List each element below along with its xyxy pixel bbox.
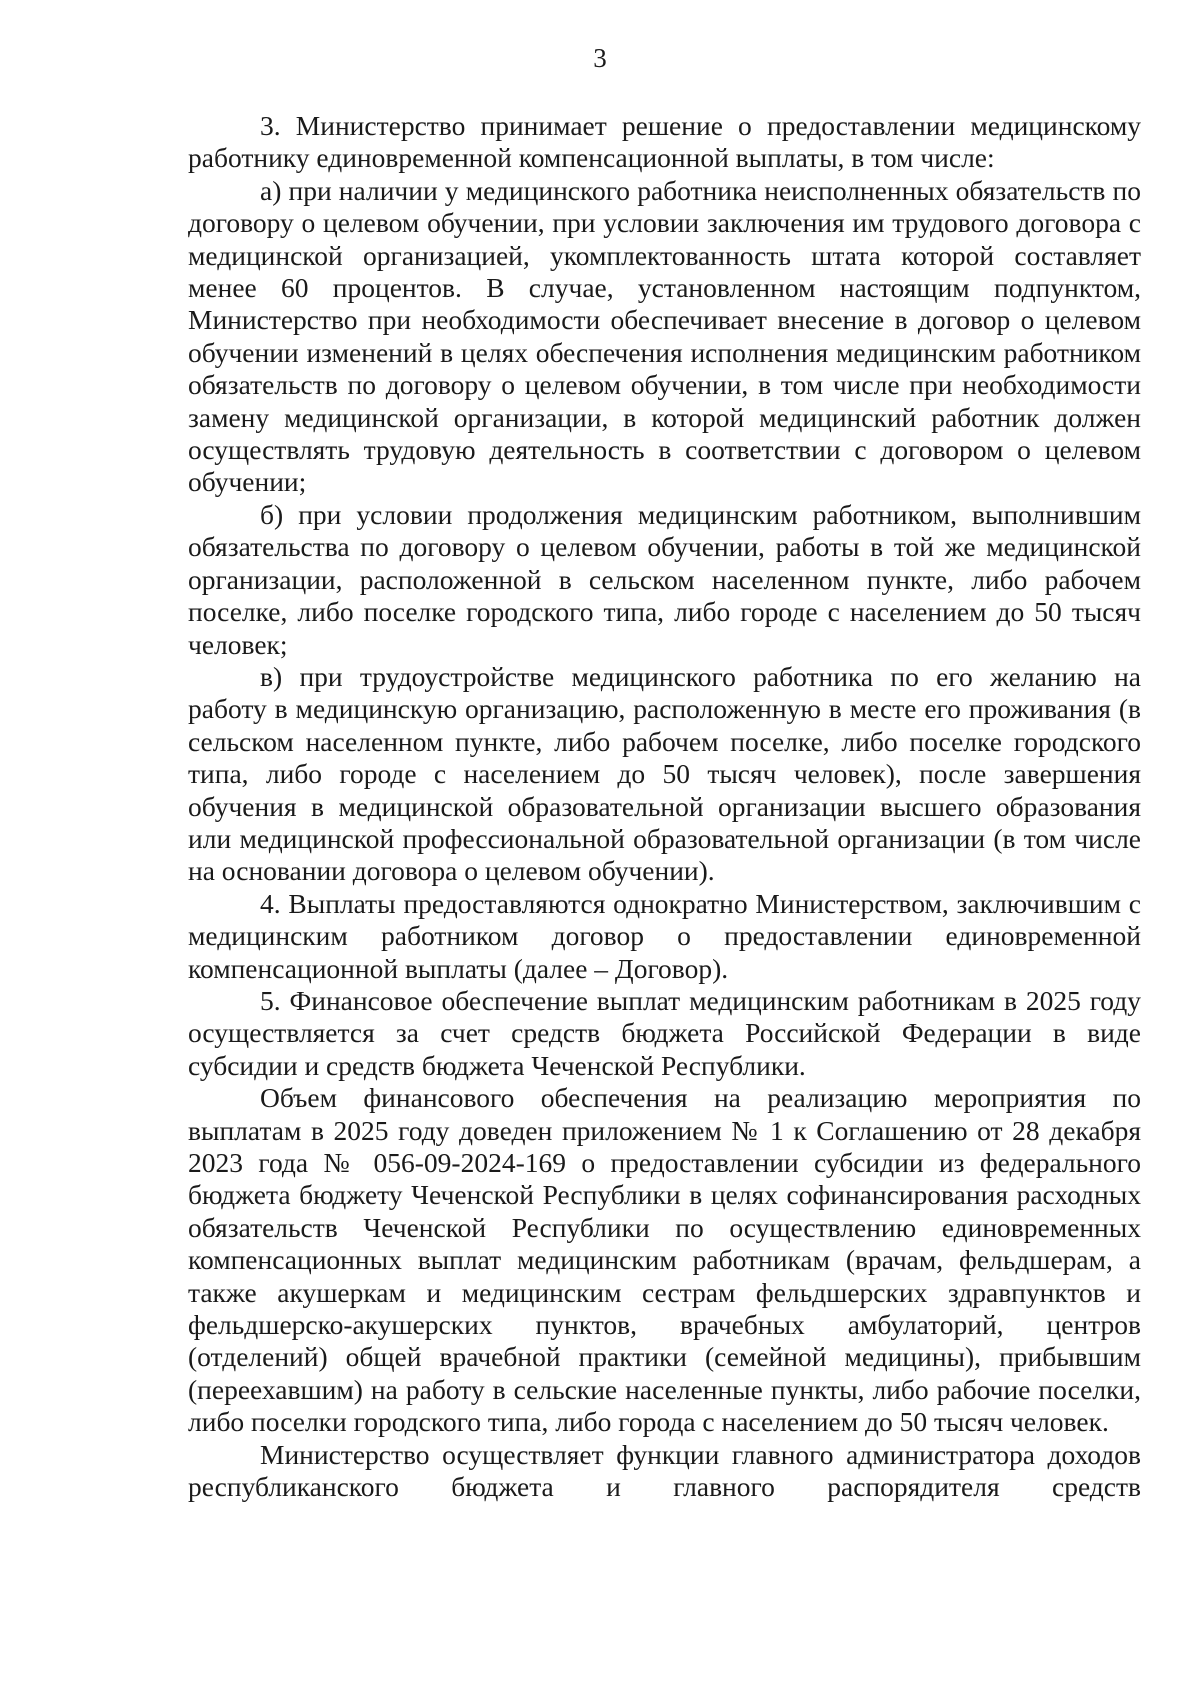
paragraph-3a: а) при наличии у медицинского работника неисполненных обязательств по договору о целевом обучении, при условии заключения им трудового договора с медицинской организацией, укомплектованность штата которой составляет менее 60 процентов. В случае, установленном настоящим подпунктом, Министерство при необходимости обеспечивает внесение в договор о целевом обучении изменений в целях обеспечения исполнения медицинским работником обязательств по договору о целевом обучении, в том числе при необходимости замену медицинской организации, в которой медицинский работник должен осуществлять трудовую деятельность в соответствии с договором о целевом обучении;: [188, 174, 1141, 498]
document-body: [188, 110, 1141, 1503]
paragraph-3: 3. Министерство принимает решение о предоставлении медицинскому работнику единовременной компенсационной выплаты, в том числе:: [188, 110, 1141, 174]
paragraph-5: 5. Финансовое обеспечение выплат медицинским работникам в 2025 году осуществляется за счет средств бюджета Российской Федерации в виде субсидии и средств бюджета Чеченской Республики.: [188, 984, 1141, 1081]
paragraph-4: 4. Выплаты предоставляются однократно Министерством, заключившим с медицинским работником договор о предоставлении единовременной компенсационной выплаты (далее – Договор).: [188, 887, 1141, 984]
paragraph-3v: в) при трудоустройстве медицинского работника по его желанию на работу в медицинскую организацию, расположенную в месте его проживания (в сельском населенном пункте, либо рабочем поселке, либо поселке городского типа, либо городе с населением до 50 тысяч человек), после завершения обучения в медицинской образовательной организации высшего образования или медицинской профессиональной образовательной организации (в том числе на основании договора о целевом обучении).: [188, 660, 1141, 887]
paragraph-funding-volume: Объем финансового обеспечения на реализацию мероприятия по выплатам в 2025 году доведен приложением № 1 к Соглашению от 28 декабря 2023 года № 056-09-2024-169 о предоставлении субсидии из федерального бюджета бюджету Чеченской Республики в целях софинансирования расходных обязательств Чеченской Республики по осуществлению единовременных компенсационных выплат медицинским работникам (врачам, фельдшерам, а также акушеркам и медицинским сестрам фельдшерских здравпунктов и фельдшерско-акушерских пунктов, врачебных амбулаторий, центров (отделений) общей врачебной практики (семейной медицины), прибывшим (переехавшим) на работу в сельские населенные пункты, либо рабочие поселки, либо поселки городского типа, либо города с населением до 50 тысяч человек.: [188, 1082, 1141, 1438]
page-number: 3: [593, 43, 607, 73]
paragraph-ministry-functions: Министерство осуществляет функции главного администратора доходов республиканского бюджета и главного распорядителя средств: [188, 1438, 1141, 1503]
paragraph-3b: б) при условии продолжения медицинским работником, выполнившим обязательства по договору о целевом обучении, работы в той же медицинской организации, расположенной в сельском населенном пункте, либо рабочем поселке, либо поселке городского типа, либо городе с населением до 50 тысяч человек;: [188, 498, 1141, 660]
